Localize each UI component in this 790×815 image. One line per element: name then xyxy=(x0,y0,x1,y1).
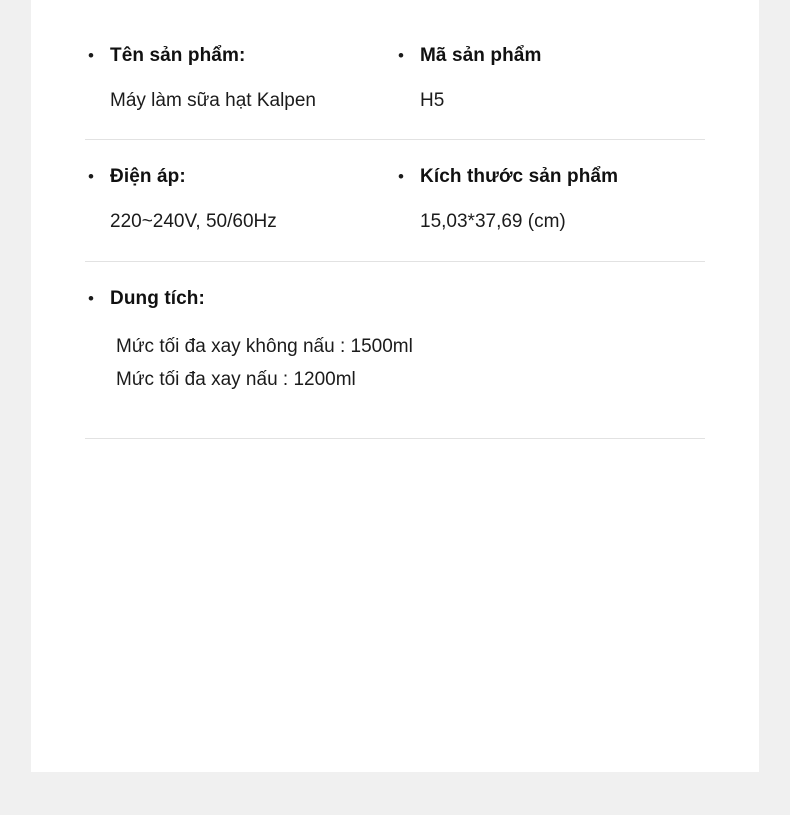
voltage-value: 220~240V, 50/60Hz xyxy=(110,211,277,233)
bullet-icon xyxy=(85,168,110,185)
dimensions-value: 15,03*37,69 (cm) xyxy=(420,211,566,233)
spacer xyxy=(85,360,705,367)
spec-cell-voltage xyxy=(85,165,395,234)
product-spec-card xyxy=(31,0,759,772)
bullet-icon xyxy=(395,168,420,185)
spec-cell-dimensions xyxy=(395,165,705,234)
voltage-label: Điện áp: xyxy=(110,166,186,188)
capacity-value-blend-only: Mức tối đa xay không nấu : 1500ml xyxy=(116,336,413,358)
product-code-label-line xyxy=(395,44,705,69)
capacity-value-blend-cook: Mức tối đa xay nấu : 1200ml xyxy=(116,368,356,390)
spec-row-power-size xyxy=(85,140,705,260)
spec-cell-capacity xyxy=(85,287,705,438)
spec-labels-row-1 xyxy=(85,44,705,113)
spacer xyxy=(85,317,705,334)
spec-cell-product-name xyxy=(85,44,395,113)
divider-3 xyxy=(85,438,705,439)
product-name-value: Máy làm sữa hạt Kalpen xyxy=(110,89,316,111)
bullet-icon xyxy=(395,47,420,64)
spec-row-capacity xyxy=(85,262,705,438)
product-name-label-line xyxy=(85,44,395,69)
voltage-label-line xyxy=(85,165,395,190)
product-code-value: H5 xyxy=(420,89,445,111)
spec-cell-product-code xyxy=(395,44,705,113)
product-name-label: Tên sản phẩm: xyxy=(110,45,246,66)
dimensions-label-line xyxy=(395,165,705,190)
capacity-label: Dung tích: xyxy=(110,287,205,309)
capacity-label-line xyxy=(85,287,705,318)
bullet-icon xyxy=(85,47,110,64)
dimensions-label: Kích thước sản phẩm xyxy=(420,166,619,188)
spacer xyxy=(85,393,705,438)
spec-labels-row-2 xyxy=(85,165,705,234)
specification-table xyxy=(85,44,705,439)
spec-row-product-identity xyxy=(85,44,705,139)
bullet-icon xyxy=(85,290,110,307)
product-code-label: Mã sản phẩm xyxy=(420,45,542,66)
